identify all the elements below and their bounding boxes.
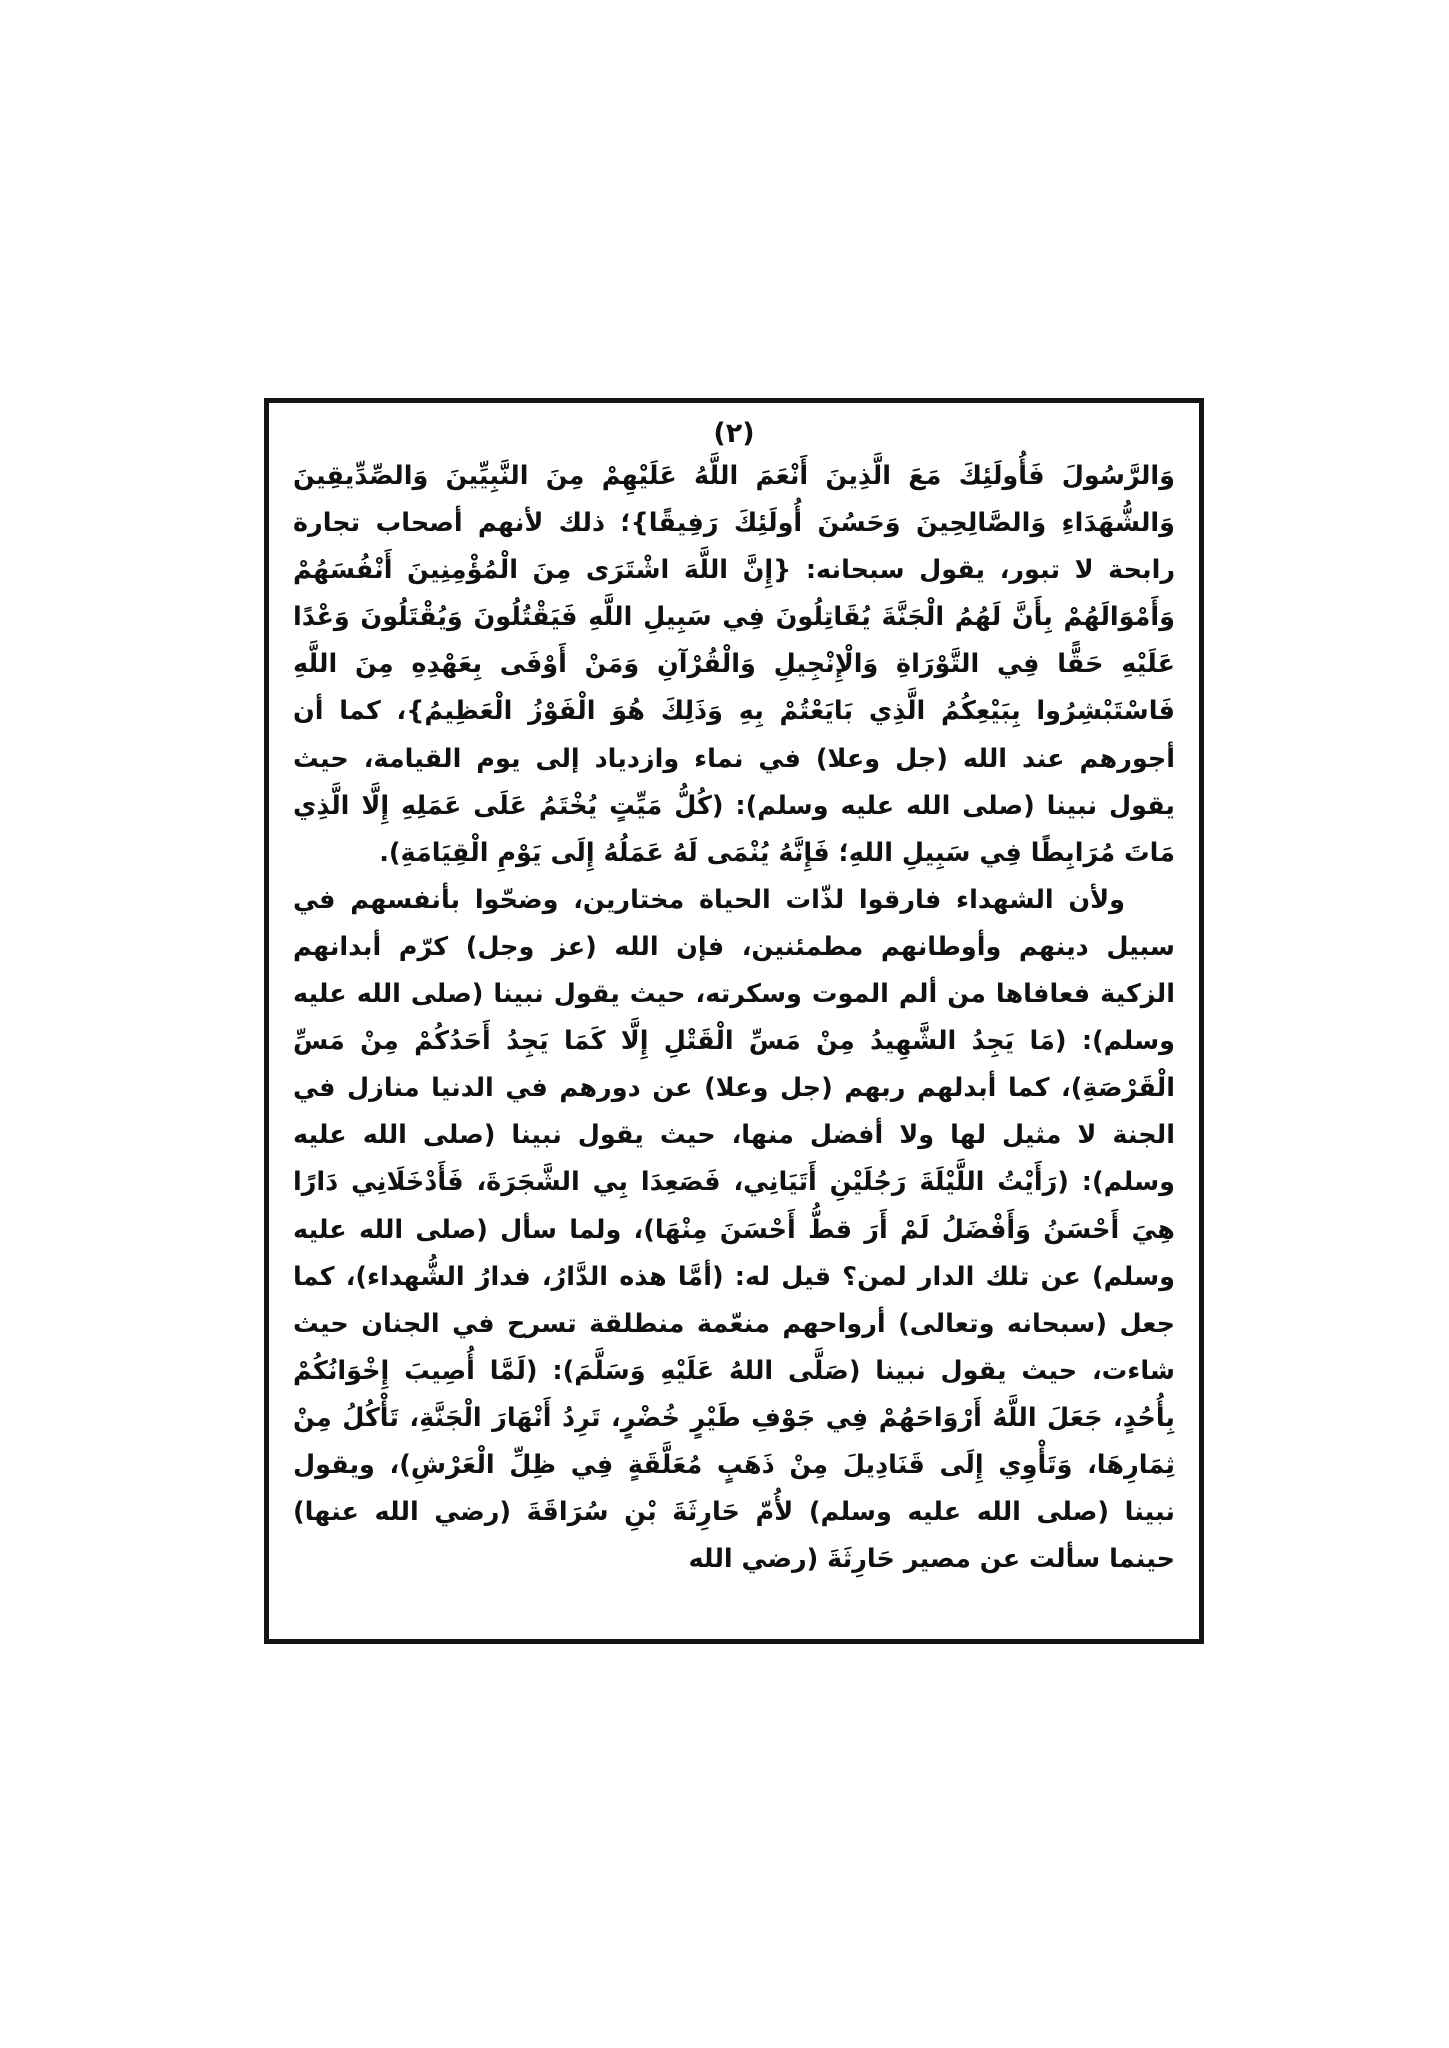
paragraph-2: ولأن الشهداء فارقوا لذّات الحياة مختارين، وضحّوا بأنفسهم في سبيل دينهم وأوطانهم مطمئنين، فإن الله (عز وجل) كرّم أبدانهم الزكية فعافاها من ألم الموت وسكرته، حيث يقول نبينا (صلى الله عليه وسلم): (مَا يَجِدُ الشَّهِيدُ مِنْ مَسِّ الْقَتْلِ إِلَّا كَمَا يَجِدُ أَحَدُكُمْ مِنْ مَسِّ الْقَرْصَةِ)، كما أبدلهم ربهم (جل وعلا) عن دورهم في الدنيا منازل في الجنة لا مثيل لها ولا أفضل منها، حيث يقول نبينا (صلى الله عليه وسلم): (رَأَيْتُ اللَّيْلَةَ رَجُلَيْنِ أَتَيَانِي، فَصَعِدَا بِي الشَّجَرَةَ، فَأَدْخَلَانِي دَارًا هِيَ أَحْسَنُ وَأَفْضَلُ لَمْ أَرَ قطُّ أَحْسَنَ مِنْهَا)، ولما سأل (صلى الله عليه وسلم) عن تلك الدار لمن؟ قيل له: (أمَّا هذه الدَّارُ، فدارُ الشُّهداء)، كما جعل (سبحانه وتعالى) أرواحهم منعّمة منطلقة تسرح في الجنان حيث شاءت، حيث يقول نبينا (صَلَّى اللهُ عَلَيْهِ وَسَلَّمَ): (لَمَّا أُصِيبَ إِخْوَانُكُمْ بِأُحُدٍ، جَعَلَ اللَّهُ أَرْوَاحَهُمْ فِي جَوْفِ طَيْرٍ خُضْرٍ، تَرِدُ أَنْهَارَ الْجَنَّةِ، تَأْكُلُ مِنْ ثِمَارِهَا، وَتَأْوِي إِلَى قَنَادِيلَ مِنْ ذَهَبٍ مُعَلَّقَةٍ فِي ظِلِّ الْعَرْشِ)، ويقول نبينا (صلى الله عليه وسلم) لأُمّ حَارِثَةَ بْنِ سُرَاقَةَ (رضي الله عنها) حينما سألت عن مصير حَارِثَةَ (رضي الله [293,884,1175,1575]
paragraph-1: وَالرَّسُولَ فَأُولَئِكَ مَعَ الَّذِينَ أَنْعَمَ اللَّهُ عَلَيْهِمْ مِنَ النَّبِيِّينَ وَالصِّدِّيقِينَ وَالشُّهَدَاءِ وَالصَّالِحِينَ وَحَسُنَ أُولَئِكَ رَفِيقًا}؛ ذلك لأنهم أصحاب تجارة رابحة لا تبور، يقول سبحانه: {إِنَّ اللَّهَ اشْتَرَى مِنَ الْمُؤْمِنِينَ أَنْفُسَهُمْ وَأَمْوَالَهُمْ بِأَنَّ لَهُمُ الْجَنَّةَ يُقَاتِلُونَ فِي سَبِيلِ اللَّهِ فَيَقْتُلُونَ وَيُقْتَلُونَ وَعْدًا عَلَيْهِ حَقًّا فِي التَّوْرَاةِ وَالْإِنْجِيلِ وَالْقُرْآنِ وَمَنْ أَوْفَى بِعَهْدِهِ مِنَ اللَّهِ فَاسْتَبْشِرُوا بِبَيْعِكُمُ الَّذِي بَايَعْتُمْ بِهِ وَذَلِكَ هُوَ الْفَوْزُ الْعَظِيمُ}، كما أن أجورهم عند الله (جل وعلا) في نماء وازدياد إلى يوم القيامة، حيث يقول نبينا (صلى الله عليه وسلم): (كُلُّ مَيِّتٍ يُخْتَمُ عَلَى عَمَلِهِ إِلَّا الَّذِي مَاتَ مُرَابِطًا فِي سَبِيلِ اللهِ؛ فَإِنَّهُ يُنْمَى لَهُ عَمَلُهُ إِلَى يَوْمِ الْقِيَامَةِ). [293,461,1175,868]
body-text [293,453,1175,1583]
page-number: (٢) [713,418,755,449]
page-frame [264,398,1204,1644]
